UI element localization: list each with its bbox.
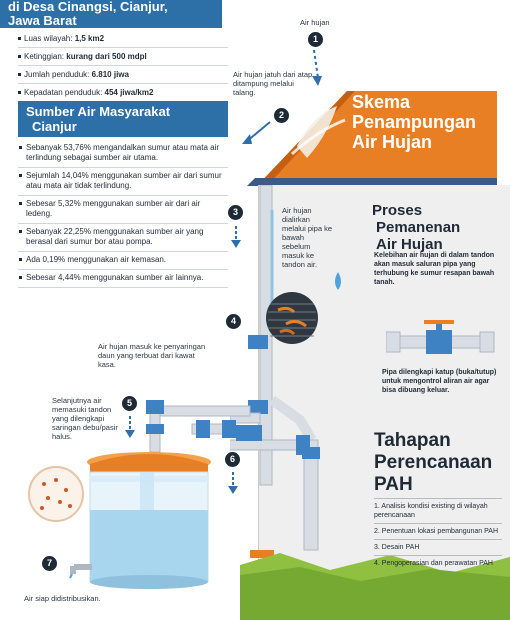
down-arrow-icon (228, 224, 244, 250)
location-title-line1: di Desa Cinangsi, Cianjur, (8, 0, 168, 14)
planning-steps (374, 498, 502, 571)
scheme-title (352, 92, 502, 152)
valve-icon (386, 320, 496, 364)
planning-step: 2. Penentuan lokasi pembangunan PAH (374, 523, 502, 539)
step-7-badge: 7 (42, 556, 57, 571)
stat-label: Luas wilayah: (24, 34, 75, 43)
step-5-badge: 5 (122, 396, 137, 411)
process-description: Kelebihan air hujan di dalam tandon akan masuk saluran pipa yang terhubung ke sumur resapan bawah tanah. (374, 252, 495, 286)
stat-value: 6.810 jiwa (91, 70, 129, 79)
step-3-badge: 3 (228, 205, 243, 220)
source-item: Sebanyak 53,76% mengandalkan sumur atau mata air terlindung sebagai sumber air utama. (18, 140, 228, 168)
planning-title-line2: Perencanaan (374, 452, 493, 473)
leaf-screen-icon (264, 290, 320, 346)
step-6-badge: 6 (225, 452, 240, 467)
process-title-line2: Pemanenan (376, 219, 461, 236)
valve-description: Pipa dilengkapi katup (buka/tutup) untuk mengontrol aliran air agar bisa dibuang keluar. (382, 369, 497, 394)
water-tank (82, 450, 217, 590)
stat-label: Ketinggian: (24, 52, 67, 61)
scheme-title-line3: Air Hujan (352, 132, 433, 152)
source-item: Sebesar 5,32% menggunakan sumber air dari air ledeng. (18, 196, 228, 224)
note-distribution: Air siap didistribusikan. (24, 594, 101, 603)
step-1-badge: 1 (308, 32, 323, 47)
planning-title-line1: Tahapan (374, 430, 451, 451)
scheme-title-line1: Skema (352, 92, 411, 112)
stat-row (18, 84, 228, 102)
location-title-line2: Jawa Barat (8, 13, 77, 28)
process-title-line1: Proses (372, 202, 423, 219)
sources-title-line2: Cianjur (32, 119, 77, 134)
planning-step: 1. Analisis kondisi existing di wilayah perencanaan (374, 498, 502, 523)
note-tank: Selanjutnya air memasuki tandon yang dilengkapi saringan debu/pasir halus. (52, 396, 118, 441)
droplet-icon (330, 270, 346, 294)
stats-list (18, 30, 228, 102)
step-2-badge: 2 (274, 108, 289, 123)
stat-row (18, 66, 228, 84)
source-item: Sebesar 4,44% menggunakan sumber air lainnya. (18, 270, 228, 288)
planning-step: 3. Desain PAH (374, 539, 502, 555)
source-item: Sebanyak 22,25% menggunakan sumber air yang berasal dari sumur bor atau pompa. (18, 224, 228, 252)
stat-label: Kepadatan penduduk: (24, 88, 105, 97)
source-item: Ada 0,19% menggunakan air kemasan. (18, 252, 228, 270)
scheme-title-line2: Penampungan (352, 112, 477, 132)
process-title-line3: Air Hujan (376, 236, 443, 253)
sand-particles-icon (32, 470, 80, 518)
process-title (372, 202, 460, 253)
faucet-icon (60, 560, 94, 580)
stat-value: kurang dari 500 mdpl (66, 52, 147, 61)
sources-title-line1: Sumber Air Masyarakat (26, 104, 171, 119)
planning-title (374, 430, 492, 496)
stat-value: 454 jiwa/km2 (104, 88, 154, 97)
sources-header (18, 101, 228, 137)
stat-row (18, 30, 228, 48)
step-4-badge: 4 (226, 314, 241, 329)
stat-label: Jumlah penduduk: (24, 70, 92, 79)
location-header (0, 0, 222, 28)
note-leaf-filter: Air hujan masuk ke penyaringan daun yang terbuat dari kawat kasa. (98, 342, 206, 369)
planning-step: 4. Pengoperasian dan perawatan PAH (374, 555, 502, 571)
rain-label: Air hujan (300, 18, 330, 27)
down-arrow-icon (225, 470, 241, 496)
note-downpipe: Air hujan dialirkan melalui pipa ke bawah sebelum masuk ke tandon air. (282, 206, 333, 269)
source-item: Sejumlah 14,04% menggunakan sumber air dari sumur atau mata air tidak terlindung. (18, 168, 228, 196)
stat-value: 1,5 km2 (74, 34, 105, 43)
stat-row (18, 48, 228, 66)
sources-list (18, 140, 228, 288)
note-gutter: Air hujan jatuh dari atap ditampung melalui talang. (233, 70, 313, 97)
planning-title-line3: PAH (374, 474, 413, 495)
